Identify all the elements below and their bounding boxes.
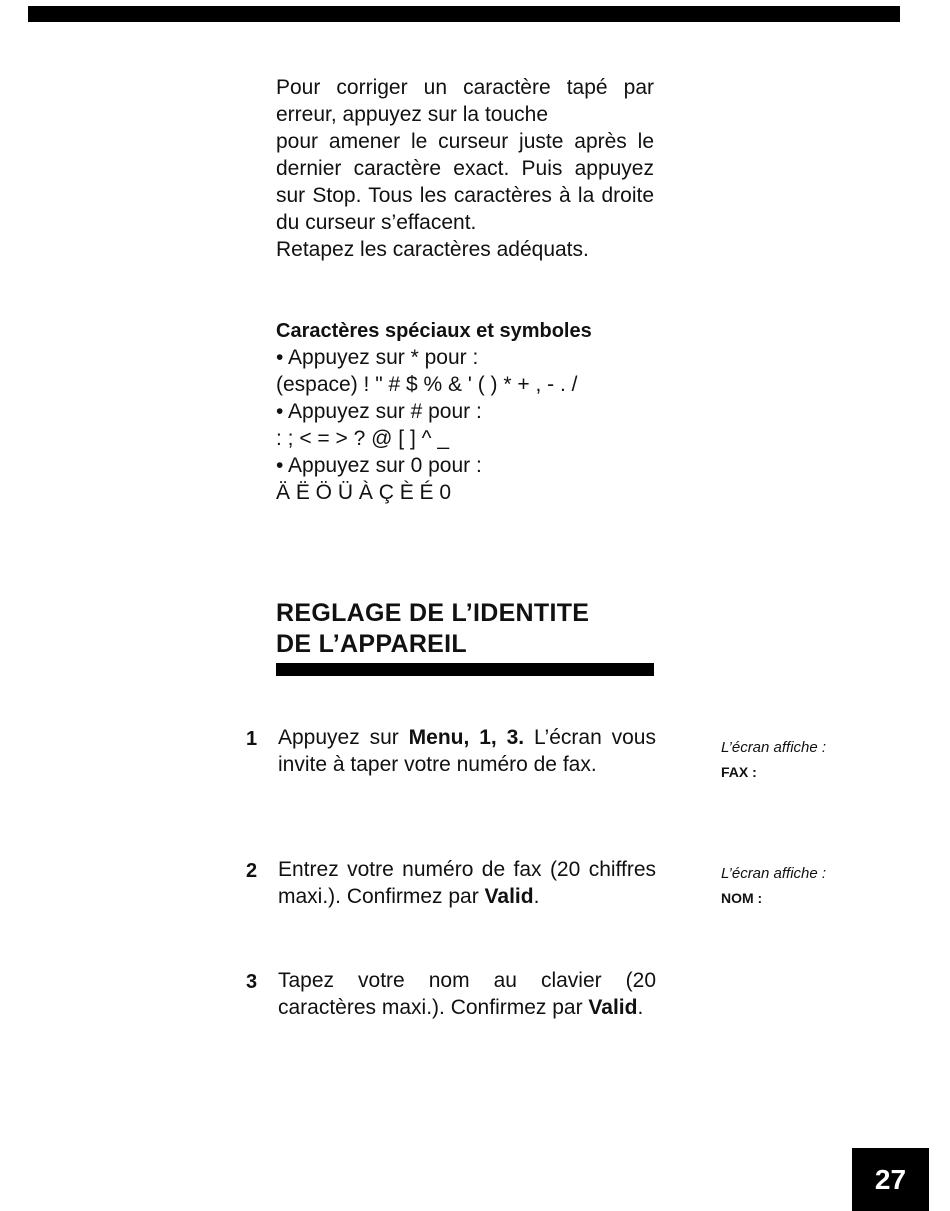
- step-1-display-caption: L’écran affiche :: [721, 739, 827, 756]
- top-rule: [28, 6, 900, 22]
- special-item-1-chars: (espace) ! " # $ % & ' ( ) * + , - . /: [276, 373, 578, 396]
- special-characters-block: [276, 318, 654, 506]
- step-1-text-bold: Menu, 1, 3.: [408, 726, 525, 749]
- special-characters-heading: Caractères spéciaux et symboles: [276, 320, 592, 342]
- section-rule: [276, 663, 654, 676]
- step-2-number: 2: [246, 860, 258, 882]
- step-3-text: [278, 967, 656, 1021]
- step-1-text: [278, 724, 656, 778]
- special-item-3-label: • Appuyez sur 0 pour :: [276, 454, 482, 477]
- special-item-2-chars: : ; < = > ? @ [ ] ^ _: [276, 427, 450, 450]
- step-2-text-bold: Valid: [484, 885, 534, 908]
- step-3-text-pre: Tapez votre nom au clavier (20 caractères maxi.). Confirmez par: [278, 969, 656, 1019]
- step-1-text-pre: Appuyez sur: [278, 726, 409, 749]
- step-3-text-post: .: [637, 996, 644, 1019]
- intro-line-1: Pour corriger un caractère tapé par erreur, appuyez sur la touche: [276, 76, 654, 126]
- step-2-display-note: [721, 864, 891, 908]
- step-3-text-bold: Valid: [588, 996, 638, 1019]
- section-title: [276, 598, 589, 660]
- page-number: 27: [852, 1148, 929, 1211]
- step-1-text-post: L’écran vous invite à taper votre numéro de fax.: [278, 726, 656, 776]
- special-item-3-chars: Ä Ë Ö Ü À Ç È É 0: [276, 481, 452, 504]
- step-1-display-note: [721, 738, 891, 782]
- special-item-2-label: • Appuyez sur # pour :: [276, 400, 482, 423]
- intro-line-3: Retapez les caractères adéquats.: [276, 238, 589, 261]
- step-1-display-value: FAX :: [721, 764, 757, 780]
- section-title-line-2: DE L’APPAREIL: [276, 630, 467, 658]
- step-3-number: 3: [246, 971, 258, 993]
- step-2-text-post: .: [533, 885, 540, 908]
- special-item-1-label: • Appuyez sur * pour :: [276, 346, 479, 369]
- step-1-number: 1: [246, 728, 258, 750]
- intro-line-2: pour amener le curseur juste après le dernier caractère exact. Puis appuyez sur Stop. Tous les caractères à la droite du curseur s’effacent.: [276, 130, 654, 234]
- step-2-text: [278, 856, 656, 910]
- intro-paragraph: [276, 74, 654, 263]
- section-title-line-1: REGLAGE DE L’IDENTITE: [276, 599, 590, 627]
- step-2-text-pre: Entrez votre numéro de fax (20 chiffres maxi.). Confirmez par: [278, 858, 656, 908]
- step-2-display-caption: L’écran affiche :: [721, 865, 827, 882]
- step-2-display-value: NOM :: [721, 890, 763, 906]
